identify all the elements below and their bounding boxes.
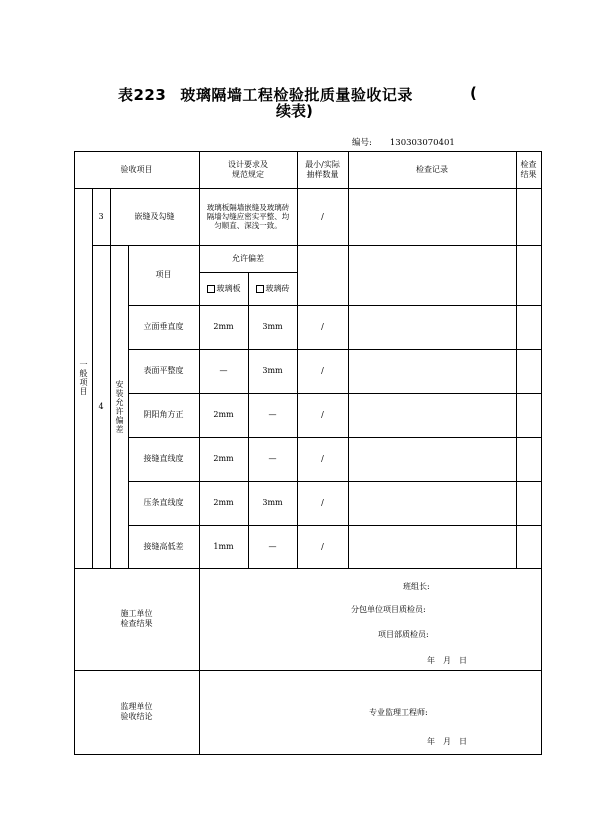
sub-item-b: — — [268, 410, 277, 419]
sub-item-name: 接缝高低差 — [143, 541, 184, 551]
sub-item-name: 表面平整度 — [143, 366, 184, 375]
vline-sample — [348, 151, 349, 568]
page-title — [118, 84, 413, 105]
construction-label: 施工单位 检查结果 — [120, 609, 153, 628]
team-leader-label: 班组长: — [403, 582, 430, 591]
col-record: 检查记录 — [416, 164, 448, 174]
sub-item-b: — — [268, 541, 277, 551]
title-paren: ( — [470, 84, 477, 102]
col-result: 检查 结果 — [520, 159, 537, 179]
sub-item-b: 3mm — [262, 498, 283, 507]
engineer-label: 专业监理工程师: — [369, 708, 428, 717]
title-text: 玻璃隔墙工程检验批质量验收记录 — [180, 86, 413, 104]
border-right — [541, 151, 542, 755]
sub-item-a: 2mm — [213, 454, 234, 463]
sub-item-sample: / — [321, 498, 324, 507]
code-row — [352, 136, 455, 148]
construction-date: 年 月 日 — [427, 656, 467, 665]
row4-group-label: 安装允许偏差 — [115, 379, 124, 434]
sub-item-a: 2mm — [213, 322, 234, 331]
sub-item-name: 立面垂直度 — [143, 322, 184, 331]
sub-b-header: 玻璃砖 — [248, 272, 297, 305]
sub-item-a: 2mm — [213, 410, 234, 419]
sub-item-sample: / — [321, 410, 324, 419]
sub-item-a: 2mm — [213, 498, 234, 507]
title-continued: 续表) — [276, 102, 313, 120]
checkbox-glass-panel[interactable] — [207, 285, 215, 293]
row3-sample: / — [321, 211, 324, 221]
row4-tolerance-header: 允许偏差 — [232, 253, 264, 263]
sub-item-b: 3mm — [262, 322, 283, 331]
supervision-date: 年 月 日 — [427, 737, 467, 746]
col-item: 验收项目 — [120, 164, 153, 174]
supervision-label: 监理单位 验收结论 — [120, 702, 153, 721]
sub-inspector-label: 分包单位项目质检员: — [351, 605, 426, 614]
sub-item-a: 1mm — [213, 541, 234, 551]
col-sample: 最小/实际 抽样数量 — [305, 159, 340, 179]
checkbox-glass-brick[interactable] — [256, 285, 264, 293]
sub-item-name: 阴阳角方正 — [143, 410, 184, 419]
sub-item-sample: / — [321, 366, 324, 375]
row4-no: 4 — [98, 401, 104, 411]
sub-item-a: — — [219, 366, 228, 375]
row4-item-header: 项目 — [155, 270, 172, 279]
vline-record — [516, 151, 517, 568]
table-number: 表223 — [118, 86, 167, 104]
sub-item-sample: / — [321, 322, 324, 331]
sub-a-header: 玻璃板 — [199, 272, 248, 305]
sub-item-name: 压条直线度 — [143, 498, 184, 507]
code-label: 编号: — [352, 138, 372, 148]
row3-name: 嵌缝及勾缝 — [134, 211, 175, 221]
general-items-label: 一般项目 — [79, 360, 88, 396]
project-inspector-label: 项目部质检员: — [378, 630, 429, 639]
border-bottom — [74, 754, 542, 755]
row3-no: 3 — [98, 211, 104, 221]
row3-requirement: 玻璃板隔墙嵌缝及玻璃砖 隔墙勾缝应密实平整、均 匀顺直、深浅一致。 — [206, 203, 290, 230]
sub-item-name: 接缝直线度 — [143, 454, 184, 463]
code-value: 130303070401 — [389, 138, 455, 148]
sub-item-b: 3mm — [262, 366, 283, 375]
sub-item-sample: / — [321, 541, 324, 551]
sub-item-b: — — [268, 454, 277, 463]
sub-item-sample: / — [321, 454, 324, 463]
col-design: 设计要求及 规范规定 — [228, 159, 268, 179]
